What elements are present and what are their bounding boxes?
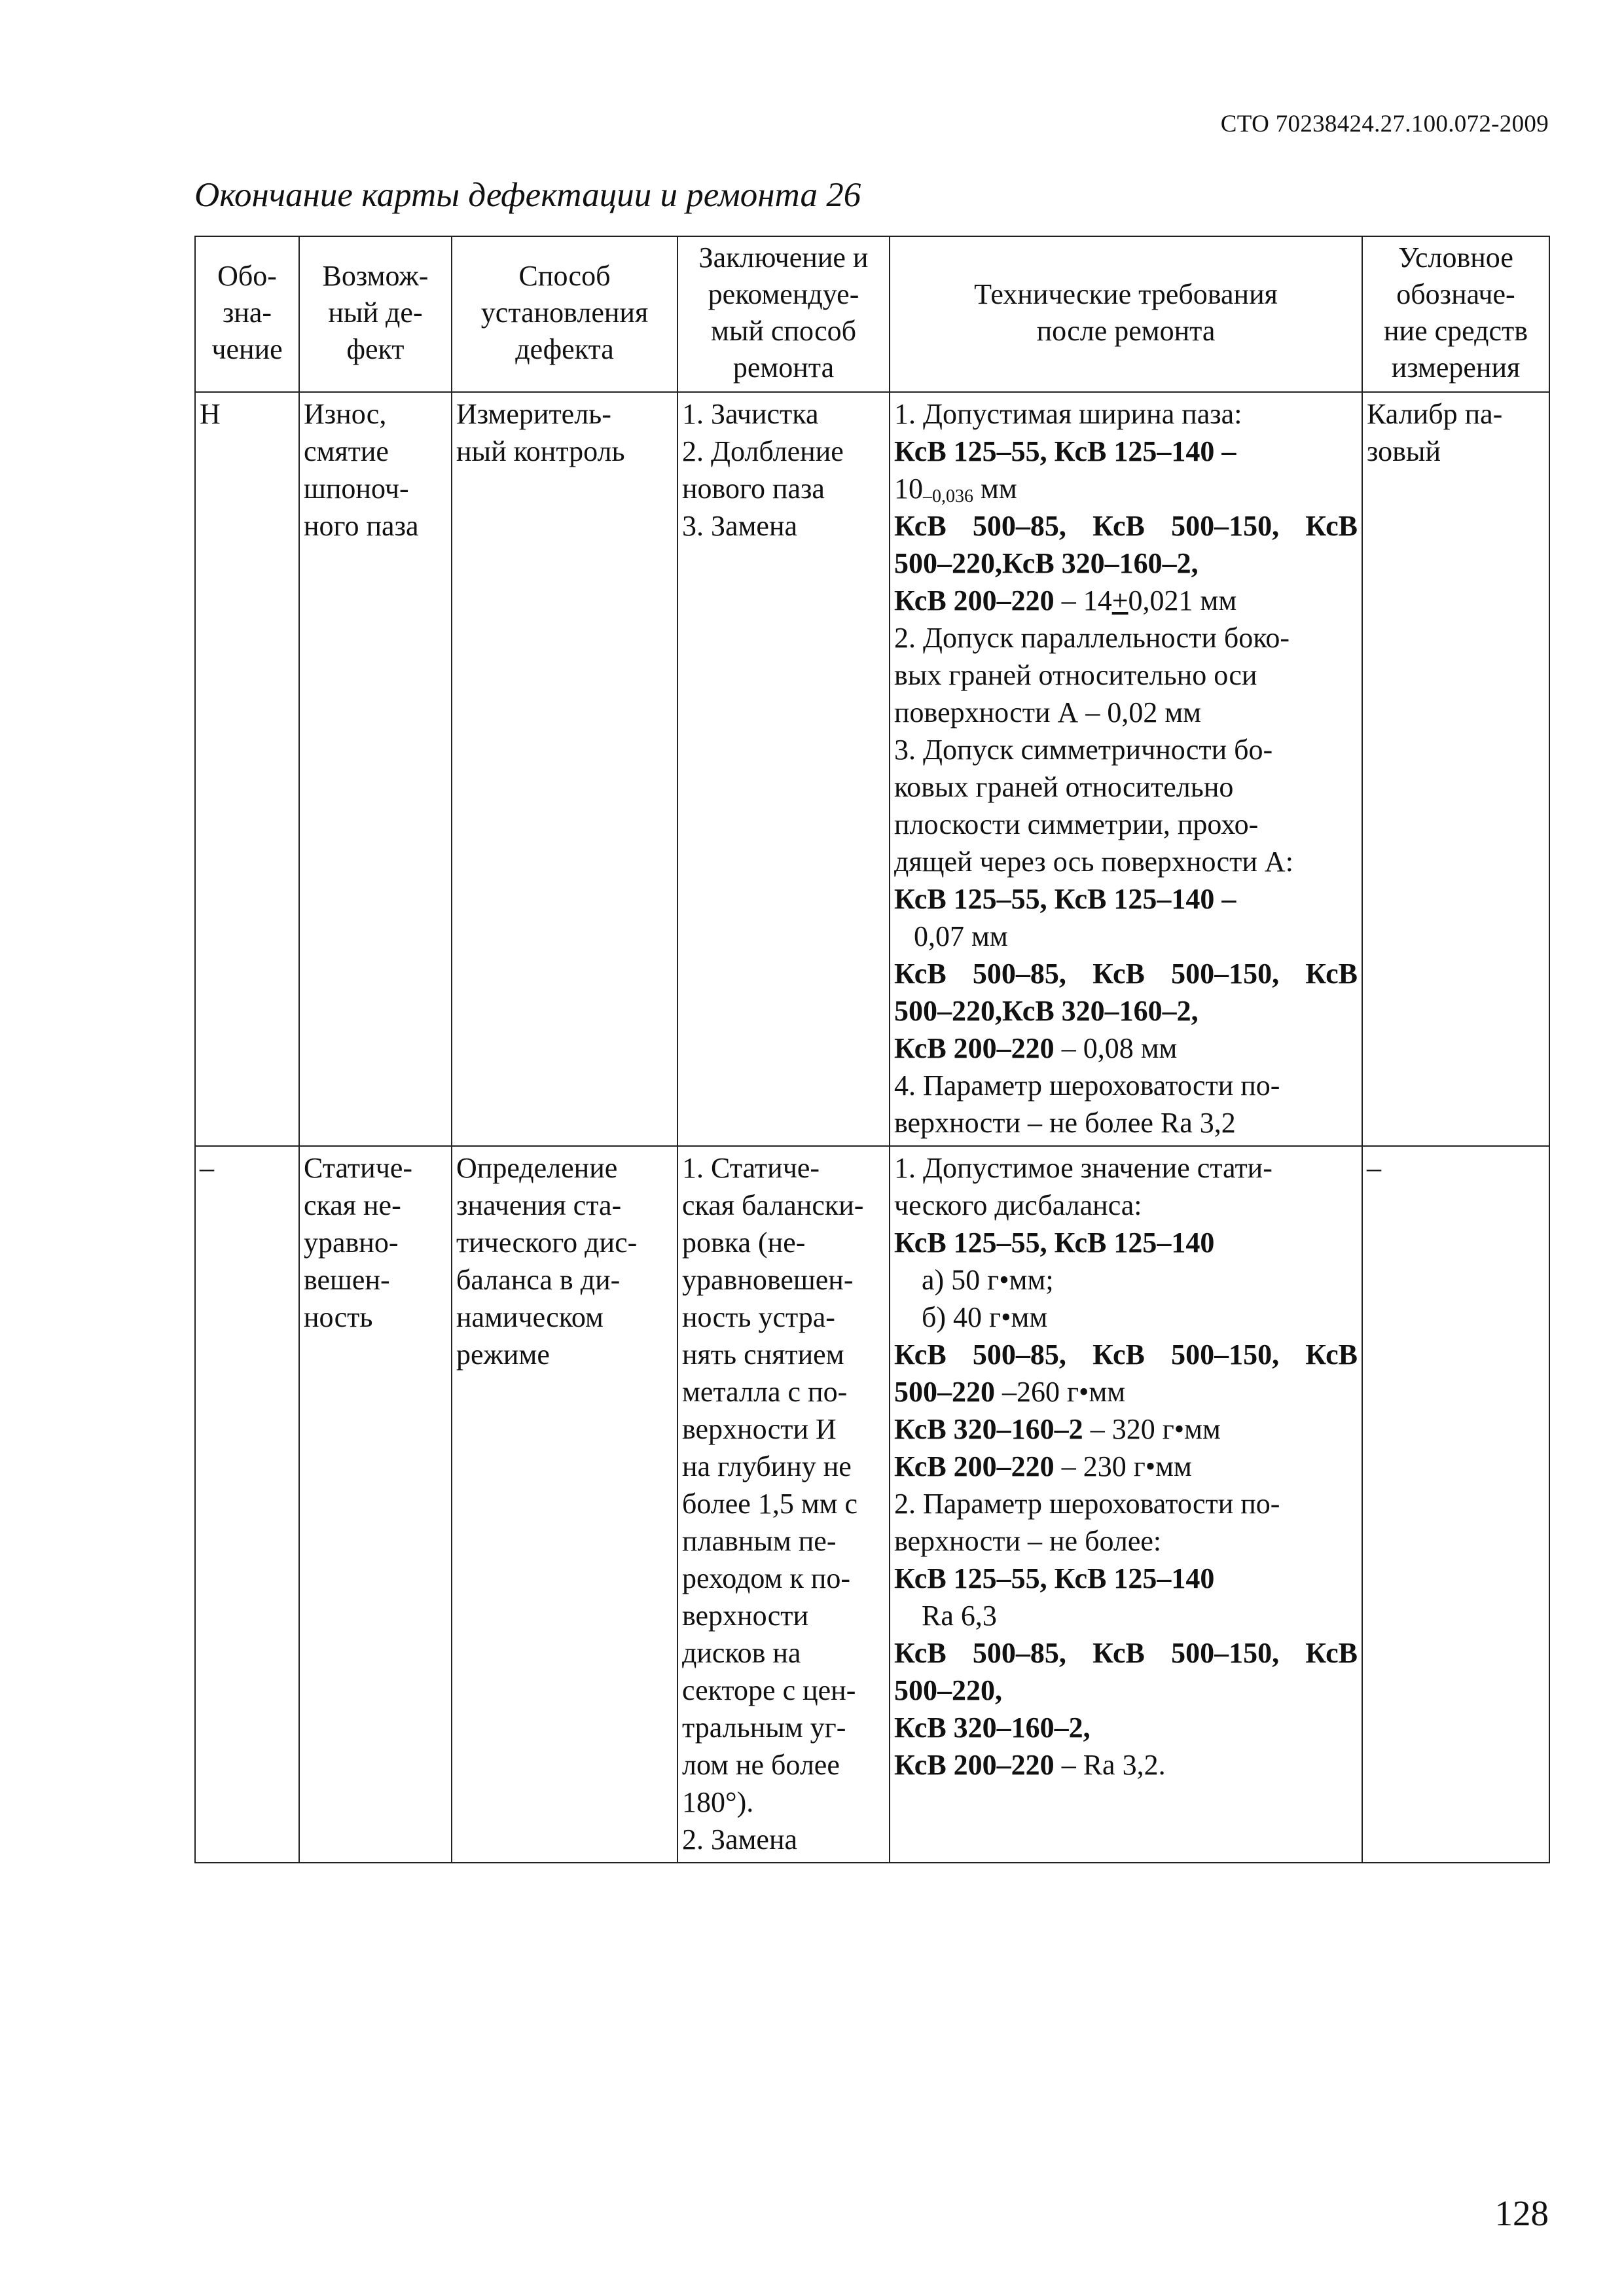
cell-designation: – — [195, 1146, 299, 1863]
header-technical-requirements: Технические требования после ремонта — [890, 236, 1362, 392]
header-possible-defect: Возмож- ный де- фект — [299, 236, 452, 392]
table-row — [195, 1146, 1549, 1863]
cell-instrument: – — [1362, 1146, 1549, 1863]
page-number: 128 — [1494, 2193, 1549, 2233]
cell-defect: Износ, смятие шпоноч- ного паза — [299, 392, 452, 1146]
cell-conclusion: 1. Зачистка 2. Долбление нового паза 3. Замена — [677, 392, 890, 1146]
header-designation: Обо- зна- чение — [195, 236, 299, 392]
defect-repair-table — [194, 236, 1550, 1863]
cell-designation: Н — [195, 392, 299, 1146]
cell-conclusion: 1. Статиче- ская балански- ровка (не- уравновешен- ность устра- нять снятием металла с по- верхности И на глубину не более 1,5 мм с плавным пе- реходом к по- верхности дисков на секторе с цен- тральным уг- лом не более 180°). 2. Замена — [677, 1146, 890, 1863]
document-code: СТО 70238424.27.100.072-2009 — [1220, 111, 1549, 137]
header-detection-method: Способ установления дефекта — [452, 236, 677, 392]
cell-instrument: Калибр па- зовый — [1362, 392, 1549, 1146]
cell-requirements: 1. Допустимое значение стати- ческого дисбаланса: КсВ 125–55, КсВ 125–140 а) 50 г•мм; б) 40 г•мм КсВ 500–85, КсВ 500–150, КсВ 500–220 –260 г•мм КсВ 320–160–2 – 320 г•мм КсВ 200–220 – 230 г•мм 2. Параметр шероховатости по- верхности – не более: КсВ 125–55, КсВ 125–140 Ra 6,3 КсВ 500–85, КсВ 500–150, КсВ 500–220, КсВ 320–160–2, КсВ 200–220 – Ra 3,2. — [890, 1146, 1362, 1863]
cell-method: Измеритель- ный контроль — [452, 392, 677, 1146]
cell-method: Определение значения ста- тического дис- баланса в ди- намическом режиме — [452, 1146, 677, 1863]
header-conclusion: Заключение и рекомендуе- мый способ ремонта — [677, 236, 890, 392]
cell-requirements: 1. Допустимая ширина паза: КсВ 125–55, КсВ 125–140 – $10_{-0,036}$ мм КсВ 500–85, КсВ 500–150, КсВ 500–220,КсВ 320–160–2, КсВ 200–220 – 14+0,021 мм 2. Допуск параллельности боко- вых граней относительно оси поверхности А – 0,02 мм 3. Допуск симметричности бо- ковых граней относительно плоскости симметрии, прохо- дящей через ось поверхности А: КсВ 125–55, КсВ 125–140 – 0,07 мм КсВ 500–85, КсВ 500–150, КсВ 500–220,КсВ 320–160–2, КсВ 200–220 – 0,08 мм 4. Параметр шероховатости по- верхности – не более Ra 3,2 — [890, 392, 1362, 1146]
header-measuring-instruments: Условное обозначе- ние средств измерения — [1362, 236, 1549, 392]
cell-defect: Статиче- ская не- уравно- вешен- ность — [299, 1146, 452, 1863]
table-header-row — [195, 236, 1549, 392]
table-caption: Окончание карты дефектации и ремонта 26 — [194, 176, 861, 214]
table-row — [195, 392, 1549, 1146]
